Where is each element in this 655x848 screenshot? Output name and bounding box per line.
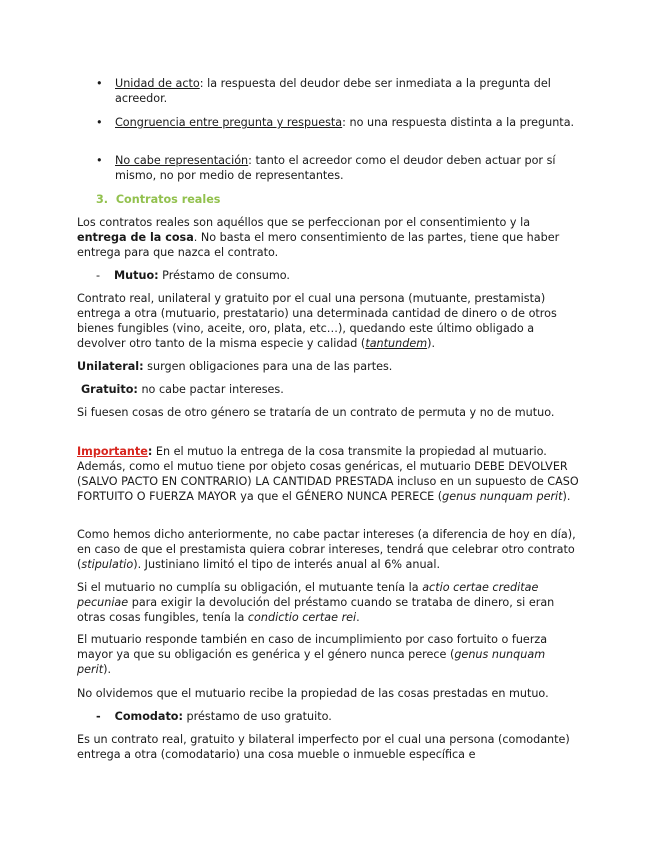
term-text: no cabe pactar intereses. <box>137 383 284 396</box>
paragraph-comodato-def: Es un contrato real, gratuito y bilateral imperfecto por el cual una persona (comodante) entrega a otra (comodatario) una cosa mueble o inmueble específica e <box>77 733 570 761</box>
text-span: Contrato real, unilateral y gratuito por el cual una persona (mutuante, prestamista) entrega a otra (mutuario, prestatario) una determinada cantidad de dinero o de otros bienes fungibles (vino, aceite, oro, plata, etc…), quedando este último obligado a devolver otro tanto de la misma especie y calidad ( <box>77 292 557 350</box>
term-label: Gratuito: <box>81 383 138 396</box>
text-span: Si el mutuario no cumplía su obligación, el mutuante tenía la <box>77 581 423 594</box>
dash-item-comodato <box>96 709 601 724</box>
italic-term: actio certae creditae pecuniae <box>77 581 539 609</box>
section-title: Contratos reales <box>115 193 221 206</box>
bullet-item-unidad <box>96 76 582 106</box>
text-span: para exigir la devolución del préstamo cuando se trataba de dinero, si eran otras cosas fungibles, tenía la <box>77 596 555 624</box>
important-label: Importante <box>77 445 148 458</box>
bold-term: entrega de la cosa <box>77 231 194 244</box>
bullet-mark: • <box>96 154 103 167</box>
bullet-text: : la respuesta del deudor debe ser inmediata a la pregunta del acreedor. <box>115 77 551 105</box>
text-span: El mutuario responde también en caso de incumplimiento por caso fortuito o fuerza mayor ya que su obligación es genérica y el género nunca perece ( <box>77 633 548 661</box>
paragraph-incumplimiento <box>77 580 582 625</box>
bullet-label: Unidad de acto <box>115 77 200 90</box>
bullet-mark: • <box>96 116 103 129</box>
paragraph-intereses <box>77 527 582 572</box>
text-span: . <box>356 611 360 624</box>
term-label: Mutuo: <box>114 269 159 282</box>
text-span: ). <box>562 490 571 503</box>
dash-mark: - <box>96 710 101 723</box>
bullet-text: : no una respuesta distinta a la pregunta. <box>342 116 575 129</box>
bullet-item-congruencia <box>96 115 582 130</box>
bullet-text: : tanto el acreedor como el deudor deben actuar por sí mismo, no por medio de representantes. <box>115 154 556 182</box>
term-text: préstamo de uso gratuito. <box>182 710 332 723</box>
italic-term: tantundem <box>365 337 428 350</box>
italic-term: genus nunquam perit <box>77 648 546 676</box>
text-span: ). Justiniano limitó el tipo de interés anual al 6% anual. <box>133 558 441 571</box>
paragraph-gratuito <box>81 382 586 397</box>
text-span: . No basta el mero consentimiento de las partes, tiene que haber entrega para que nazca el contrato. <box>77 231 560 259</box>
text-span: En el mutuo la entrega de la cosa transmite la propiedad al mutuario. Además, como el mutuo tiene por objeto cosas genéricas, el mutuario DEBE DEVOLVER (SALVO PACTO EN CONTRARIO) LA CANTIDAD PRESTADA incluso en un supuesto de CASO FORTUITO O FUERZA MAYOR ya que el GÉNERO NUNCA PERECE ( <box>77 445 579 503</box>
dash-mark: - <box>96 269 101 282</box>
term-text: Préstamo de consumo. <box>158 269 290 282</box>
text-span: Los contratos reales son aquéllos que se perfeccionan por el consentimiento y la <box>77 216 531 229</box>
term-text: surgen obligaciones para una de las partes. <box>143 360 393 373</box>
text-span: ). <box>103 663 112 676</box>
paragraph-permuta: Si fuesen cosas de otro género se trataría de un contrato de permuta y no de mutuo. <box>77 406 555 419</box>
paragraph-responsabilidad <box>77 632 582 677</box>
text-span: ). <box>427 337 436 350</box>
section-heading <box>96 192 601 207</box>
bullet-label: Congruencia entre pregunta y respuesta <box>115 116 343 129</box>
paragraph-intro <box>77 215 582 260</box>
section-number: 3. <box>96 193 109 206</box>
text-span: Como hemos dicho anteriormente, no cabe pactar intereses (a diferencia de hoy en día), en caso de que el prestamista quiera cobrar intereses, tendrá que celebrar otro contrato ( <box>77 528 576 571</box>
italic-term: condictio certae rei <box>247 611 357 624</box>
dash-item-mutuo <box>96 268 601 283</box>
paragraph-unilateral <box>77 359 582 374</box>
paragraph-propiedad: No olvidemos que el mutuario recibe la propiedad de las cosas prestadas en mutuo. <box>77 687 549 700</box>
bullet-mark: • <box>96 77 103 90</box>
term-label: Unilateral: <box>77 360 144 373</box>
italic-term: stipulatio <box>81 558 134 571</box>
bullet-label: No cabe representación <box>115 154 249 167</box>
italic-term: genus nunquam perit <box>442 490 563 503</box>
paragraph-importante <box>77 444 582 504</box>
term-label: Comodato: <box>114 710 183 723</box>
text-span: : <box>147 445 153 458</box>
bullet-item-representacion <box>96 153 582 183</box>
paragraph-mutuo-def <box>77 291 582 351</box>
